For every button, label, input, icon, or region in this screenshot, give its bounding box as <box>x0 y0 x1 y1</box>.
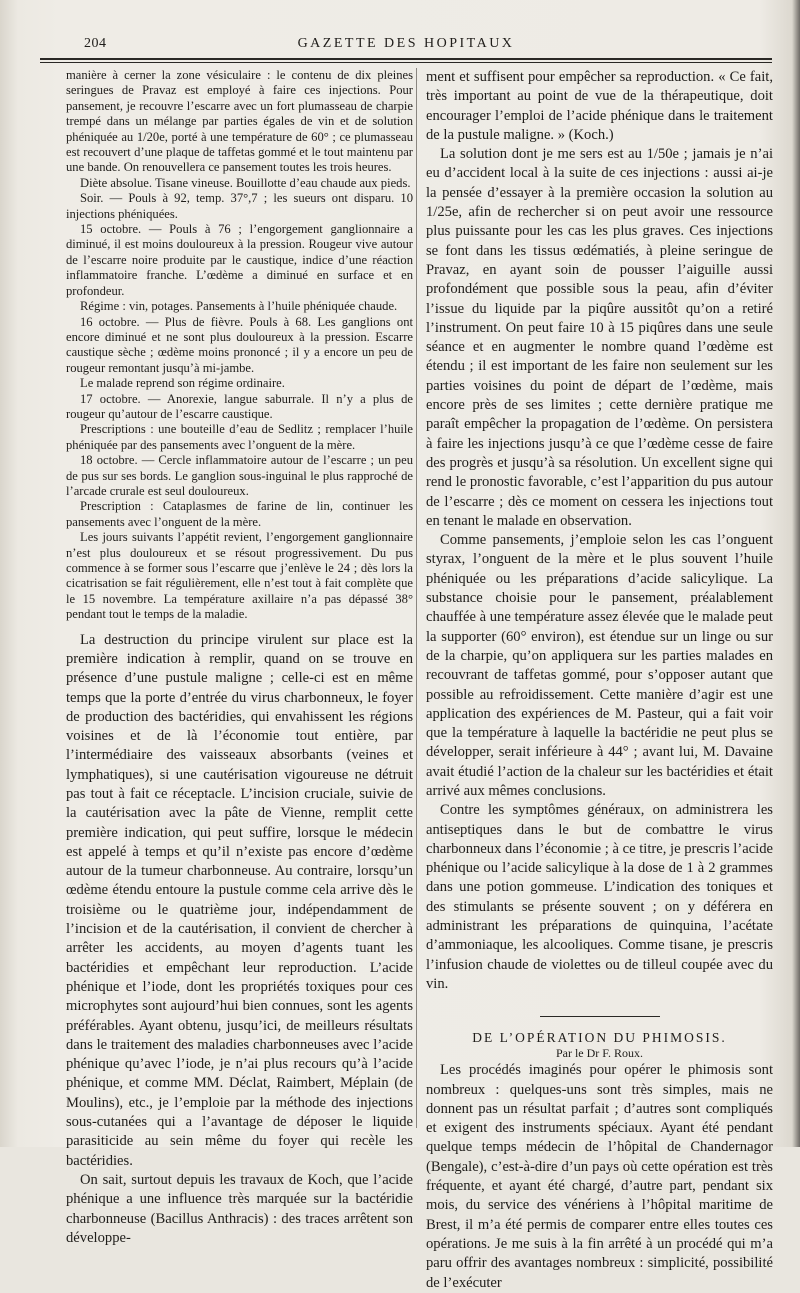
body-paragraph: La destruction du principe virulent sur place est la première indication à remplir, quand on se trouve en présence d’une pustule maligne ; celle-ci est en même temps que la porte d’entrée du virus charbonneux, le foyer de production des bactéridies, qui envahissent les régions voisines et de là l’économie tout entière, par l’intermédiaire des vaisseaux absorbants (veines et lymphatiques), si une cautérisation vigoureuse ne détruit pas tout à fait ce réceptacle. L’incision cruciale, suivie de la cautérisation avec la pâte de Vienne, remplit cette première indication, qui peut suffire, lorsque le médecin est appelé à temps et qu’il n’existe pas encore d’œdème autour de la tumeur charbonneuse. Au contraire, lorsqu’un œdème étendu entoure la pustule comme cela arrive dès le troisième ou le quatrième jour, indépendamment de l’incision et de la cautérisation, il convient de chercher à arrêter les accidents, au moyen d’agents tuant les bactéridies et empêchant leur reproduction. L’acide phénique et l’iode, dont les propriétés toxiques pour ces microphytes sont aujourd’hui bien connues, sont les agents préférables. Ayant obtenu, jusqu’ici, de meilleurs résultats dans le traitement des maladies charbonneuses avec l’acide phénique qu’avec l’iode, je n’ai plus recours qu’à l’acide phénique, et comme MM. Déclat, Raimbert, Méplain (de Moulins), etc., je l’emploie par la méthode des injections sous-cutanées qui a l’avantage de déposer le liquide parasiticide au sein même du foyer qui recèle les bactéridies. <box>66 631 413 1169</box>
column-divider <box>416 68 417 1128</box>
case-paragraph: 17 octobre. — Anorexie, langue saburrale. Il n’y a plus de rougeur qu’autour de l’escarre caustique. <box>66 391 413 421</box>
case-paragraph: 16 octobre. — Plus de fièvre. Pouls à 68. Les ganglions ont encore diminué et ne sont plus douloureux à la pression. Escarre caustique sèche ; œdème moins prononcé ; il y a encore un peu de rougeur remontant jusqu’à mi-jambe. <box>66 314 413 375</box>
body-paragraph: Contre les symptômes généraux, on administrera les antiseptiques dans le but de combattre le virus charbonneux dans l’économie ; à ce titre, je prescris l’acide phénique ou l’acide salicylique à la dose de 1 à 2 grammes dans une potion gommeuse. L’indication des toniques et des stimulants se présente souvent ; on y déférera en administrant les préparations de quinquina, l’acétate d’ammoniaque, les alcooliques. Comme tisane, je prescris l’infusion chaude de violettes ou de tilleul coupée avec du vin. <box>426 802 773 992</box>
page-number: 204 <box>84 36 107 51</box>
header-rule <box>40 62 772 63</box>
case-paragraph: Soir. — Pouls à 92, temp. 37°,7 ; les sueurs ont disparu. 10 injections phéniquées. <box>66 191 413 221</box>
section-title: DE L’OPÉRATION DU PHIMOSIS. <box>472 1030 727 1046</box>
case-paragraph: Prescription : Cataplasmes de farine de lin, continuer les pansements avec l’onguent de la mère. <box>66 499 413 529</box>
left-column <box>66 68 413 1248</box>
section-divider <box>426 1004 773 1022</box>
page-header <box>40 32 772 60</box>
body-paragraph: Comme pansements, j’emploie selon les cas l’onguent styrax, l’onguent de la mère et le plus souvent l’huile phéniquée ou les préparations d’acide salicylique. La substance choisie pour le pansement, préalablement chauffée à une température assez élevée que le malade peut la supporter (60° environ), est étendue sur un linge ou sur de la charpie, qu’on appliquera sur les parties malades en recouvrant de taffetas gommé, pour s’opposer autant que possible au refroidissement. Cette manière d’agir est une application des expériences de M. Pasteur, qui a fait voir que la température à laquelle la bactéridie ne peut plus se développer, serait inférieure à 44° ; avant lui, M. Davaine avait étudié l’action de la chaleur sur les bactéridies et était arrivé aux mêmes conclusions. <box>426 532 773 799</box>
right-column <box>426 68 773 1293</box>
journal-title: GAZETTE DES HOPITAUX <box>297 36 515 51</box>
body-paragraph: La solution dont je me sers est au 1/50e ; jamais je n’ai eu d’accident local à la suite de ces injections : aussi ai-je la pensée d’essayer à la première occasion la solution au 1/25e, afin de rechercher si on peut avoir une ressource plus puissante pour les cas les plus graves. Ces injections se font dans les tissus œdématiés, à pleine seringue de Pravaz, en ayant soin de pousser l’aiguille aussi profondément que possible sous la peau, afin d’éviter l’issue du liquide par la piqûre aussitôt qu’on a retiré l’instrument. On peut faire 10 à 15 piqûres dans une seule séance et en augmenter le nombre quand l’œdème est étendu ; il est important de les faire non seulement sur les parties voisines du point de départ de l’œdème, mais encore près de ses limites ; cette dernière pratique me paraît empêcher la propagation de l’œdème. On persistera à faire les injections jusqu’à ce que l’œdème cesse de faire des progrès et jusqu’à sa résolution. Un excellent signe qui rend le pronostic favorable, c’est l’apparition du pus autour de l’escarre ; dès ce moment on cessera les injections tout en tenant le malade en observation. <box>426 146 773 529</box>
case-paragraph: Prescriptions : une bouteille d’eau de Sedlitz ; remplacer l’huile phéniquée par des pansements avec l’onguent de la mère. <box>66 422 413 452</box>
case-paragraph: Régime : vin, potages. Pansements à l’huile phéniquée chaude. <box>80 299 398 314</box>
body-paragraph: ment et suffisent pour empêcher sa reproduction. « Ce fait, très important au point de vue de la thérapeutique, doit encourager l’emploi de l’acide phénique dans le traitement de la pustule maligne. » (Koch.) <box>426 69 773 143</box>
case-paragraph: manière à cerner la zone vésiculaire : le contenu de dix pleines seringues de Pravaz est employé à faire ces injections. Pour pansement, je recouvre l’escarre avec un fort plumasseau de charpie trempé dans un mélange par parties égales de vin et de solution phéniquée au 1/20e, porté à une température de 60° ; ce plumasseau est recouvert d’une plaque de taffetas gommé et le tout maintenu par une bande. On renouvellera ce pansement toutes les trois heures. <box>66 68 413 175</box>
case-paragraph: Diète absolue. Tisane vineuse. Bouillotte d’eau chaude aux pieds. <box>80 175 411 190</box>
body-paragraph: On sait, surtout depuis les travaux de Koch, que l’acide phénique a une influence très marquée sur la bactéridie charbonneuse (Bacillus Anthracis) : des traces arrêtent son développe- <box>66 1171 413 1246</box>
case-paragraph: Le malade reprend son régime ordinaire. <box>80 376 285 391</box>
case-paragraph: 18 octobre. — Cercle inflammatoire autour de l’escarre ; un peu de pus sur ses bords. Le ganglion sous-inguinal le plus rapproché de l’arcade crurale est seul douloureux. <box>66 453 413 498</box>
section-author: Par le Dr F. Roux. <box>555 1046 644 1061</box>
case-paragraph: 15 octobre. — Pouls à 76 ; l’engorgement ganglionnaire a diminué, il est moins douloureux à la pression. Rougeur vive autour de l’escarre noire produite par le caustique, indice d’une réaction inflammatoire franche. L’œdème a diminué en surface et en profondeur. <box>66 222 413 298</box>
body-paragraph: Les procédés imaginés pour opérer le phimosis sont nombreux : quelques-uns sont très simples, mais ne donnent pas un résultat parfait ; d’autres sont compliqués et exigent des instruments spéciaux. Ayant été pendant quelque temps médecin de l’hôpital de Chandernagor (Bengale), c’est-à-dire d’un pays où cette opération est très fréquente, et ayant été chargé, d’autre part, pendant six mois, du service des vénériens à l’hôpital maritime de Brest, il m’a été permis de comparer entre elles toutes ces opérations. Je me suis à la fin arrêté à un procédé qui m’a paru offrir des avantages nombreux : simplicité, possibilité de l’exécuter <box>426 1062 773 1291</box>
case-paragraph: Les jours suivants l’appétit revient, l’engorgement ganglionnaire n’est plus douloureux et se résout progressivement. Du pus commence à se former sous l’escarre que j’enlève le 24 ; dès lors la cicatrisation se fait régulièrement, elle n’est tout à fait complète que le 15 novembre. La température axillaire n’a pas dépassé 38° pendant tout le temps de la maladie. <box>66 530 413 622</box>
